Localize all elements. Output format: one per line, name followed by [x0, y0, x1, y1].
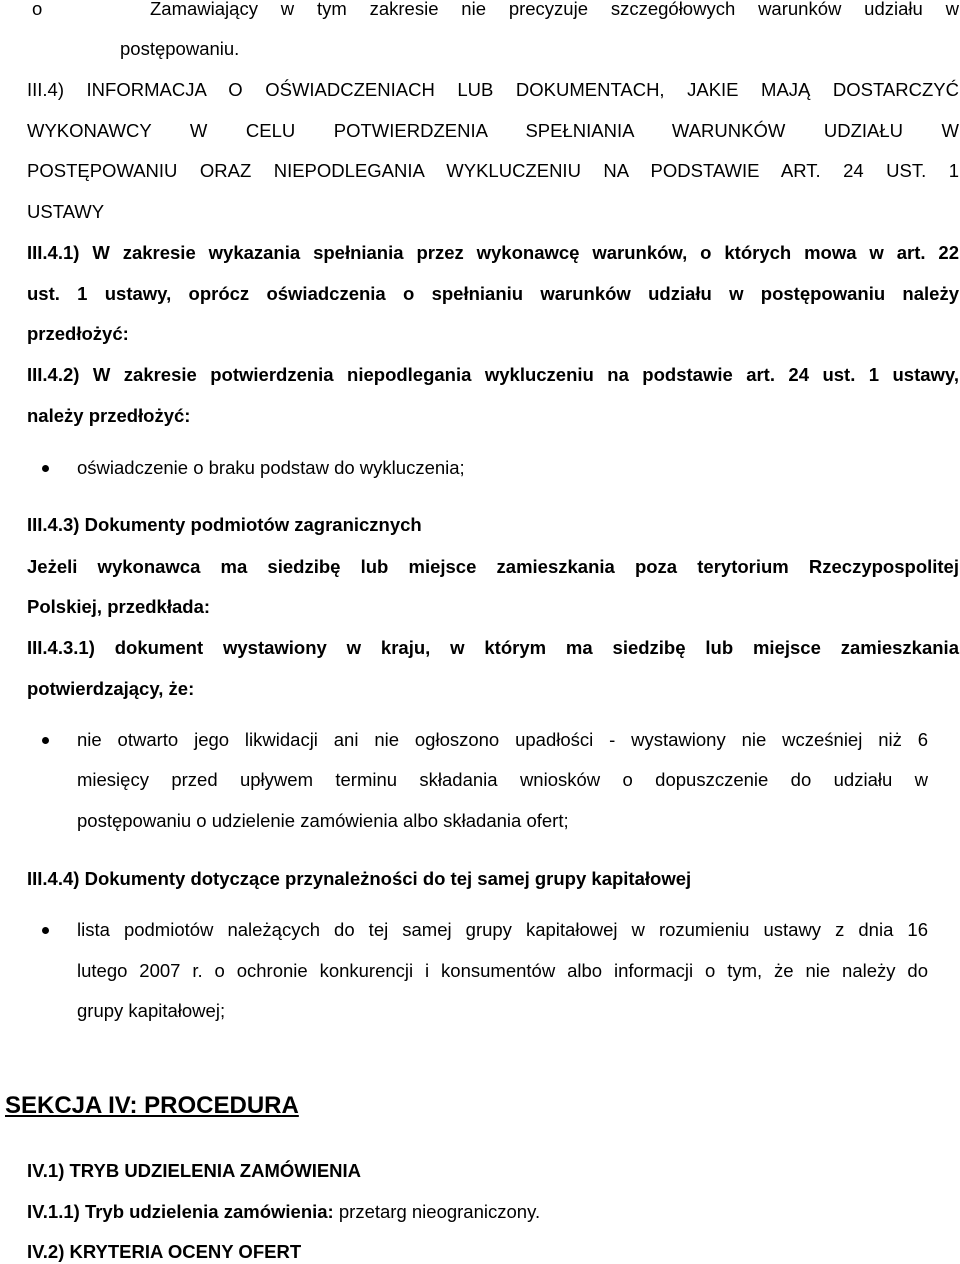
bullet-item-line: lista podmiotów należących do tej samej grupy kapitałowej w rozumieniu ustawy z dnia 16 [77, 919, 928, 940]
section-heading-line: III.4) INFORMACJA O OŚWIADCZENIACH LUB DOKUMENTACH, JAKIE MAJĄ DOSTARCZYĆ [27, 79, 959, 100]
subsection-heading: III.4.3) Dokumenty podmiotów zagranicznych [27, 514, 422, 535]
bullet-item: oświadczenie o braku podstaw do wykluczenia; [77, 457, 465, 478]
bullet-item-line: miesięcy przed upływem terminu składania wniosków o dopuszczenie do udziału w [77, 769, 928, 790]
bullet-item-line: grupy kapitałowej; [77, 1000, 226, 1021]
bullet-item-line: lutego 2007 r. o ochronie konkurencji i konsumentów albo informacji o tym, że nie należy do [77, 960, 928, 981]
section-title: SEKCJA IV: PROCEDURA [5, 1092, 299, 1119]
list-marker-o: o [32, 0, 43, 19]
subsection-heading: III.4.4) Dokumenty dotyczące przynależności do tej samej grupy kapitałowej [27, 868, 692, 889]
paragraph-line: Zamawiający w tym zakresie nie precyzuje szczegółowych warunków udziału w [150, 0, 959, 19]
subsection-line: należy przedłożyć: [27, 405, 191, 426]
subsection-line: Polskiej, przedkłada: [27, 596, 211, 617]
section-heading-line: WYKONAWCY W CELU POTWIERDZENIA SPEŁNIANIA WARUNKÓW UDZIAŁU W [27, 120, 959, 141]
bullet-icon [42, 927, 49, 934]
procedure-mode-line [27, 1200, 540, 1224]
procedure-mode-label: IV.1.1) Tryb udzielenia zamówienia: [27, 1201, 334, 1222]
bullet-item-line: nie otwarto jego likwidacji ani nie ogłoszono upadłości - wystawiony nie wcześniej niż 6 [77, 729, 928, 750]
section-heading-line: USTAWY [27, 201, 105, 222]
subsection-heading: IV.1) TRYB UDZIELENIA ZAMÓWIENIA [27, 1160, 362, 1181]
procedure-mode-value: przetarg nieograniczony. [338, 1201, 541, 1222]
section-heading-line: POSTĘPOWANIU ORAZ NIEPODLEGANIA WYKLUCZENIU NA PODSTAWIE ART. 24 UST. 1 [27, 160, 959, 181]
paragraph-line: postępowaniu. [120, 38, 240, 59]
subsection-line: III.4.3.1) dokument wystawiony w kraju, w którym ma siedzibę lub miejsce zamieszkania [27, 637, 959, 658]
bullet-icon [42, 737, 49, 744]
subsection-line: potwierdzający, że: [27, 678, 195, 699]
subsection-line: ust. 1 ustawy, oprócz oświadczenia o spełnianiu warunków udziału w postępowaniu należy [27, 283, 959, 304]
subsection-line: III.4.2) W zakresie potwierdzenia niepodlegania wykluczeniu na podstawie art. 24 ust. 1 ustawy, [27, 364, 959, 385]
subsection-line: Jeżeli wykonawca ma siedzibę lub miejsce zamieszkania poza terytorium Rzeczypospolitej [27, 556, 959, 577]
subsection-line: III.4.1) W zakresie wykazania spełniania przez wykonawcę warunków, o których mowa w art. 22 [27, 242, 959, 263]
bullet-item-line: postępowaniu o udzielenie zamówienia albo składania ofert; [77, 810, 569, 831]
subsection-heading: IV.2) KRYTERIA OCENY OFERT [27, 1241, 302, 1262]
bullet-icon [42, 465, 49, 472]
subsection-line: przedłożyć: [27, 323, 129, 344]
